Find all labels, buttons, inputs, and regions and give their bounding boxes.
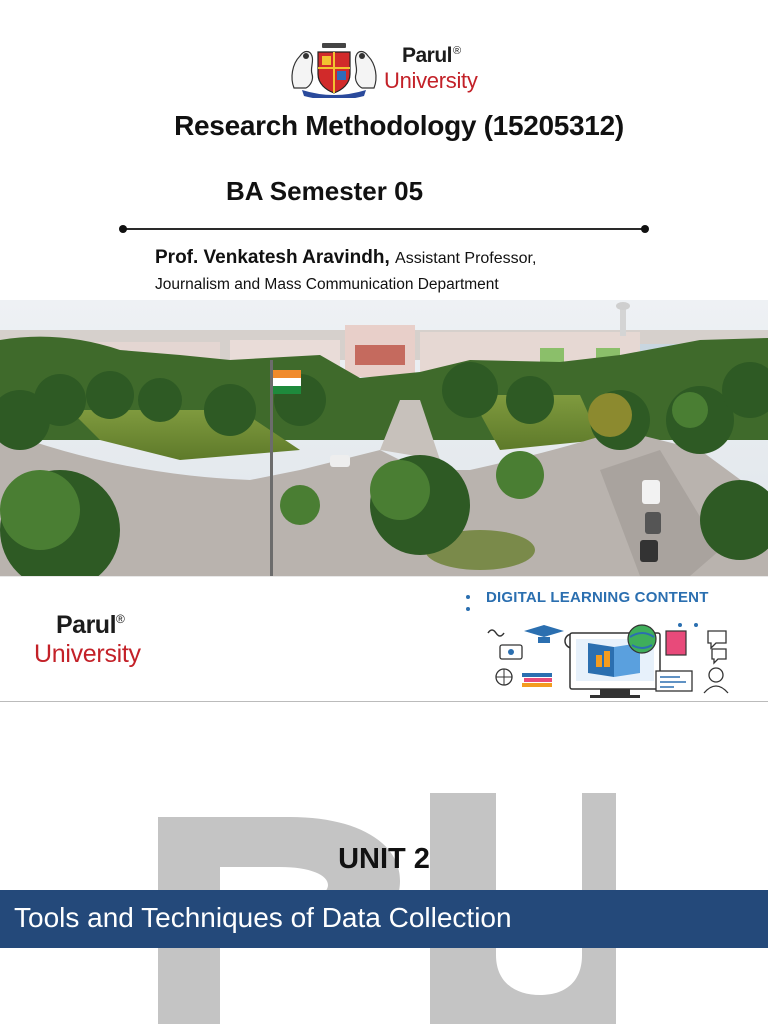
- divider-dot-right: [641, 225, 649, 233]
- logo-university-text: University: [384, 68, 478, 93]
- topic-band: [0, 890, 768, 948]
- parul-university-logo-small: [30, 607, 170, 677]
- digital-learning-title: DIGITAL LEARNING CONTENT: [486, 589, 709, 606]
- logo-university-text: University: [34, 640, 141, 668]
- topic-title: Tools and Techniques of Data Collection: [14, 902, 512, 933]
- professor-name: Prof. Venkatesh Aravindh,: [155, 247, 390, 268]
- professor-line: [155, 247, 536, 269]
- header-separator: [0, 701, 768, 702]
- professor-role: Assistant Professor,: [395, 250, 537, 267]
- parul-crest-icon: [284, 40, 384, 98]
- digital-learning-banner: [460, 581, 750, 701]
- department-line: Journalism and Mass Communication Department: [155, 276, 499, 293]
- divider-dot-left: [119, 225, 127, 233]
- parul-university-logo: [284, 40, 494, 100]
- campus-aerial-photo: [0, 300, 768, 576]
- unit-slide: [0, 576, 768, 1024]
- unit-label: UNIT 2: [338, 843, 430, 875]
- logo-brand-text: Parul®: [56, 611, 125, 639]
- semester-label: BA Semester 05: [226, 176, 424, 206]
- course-title: Research Methodology (15205312): [174, 110, 624, 141]
- logo-brand-text: Parul®: [402, 44, 461, 67]
- title-divider: [122, 228, 646, 230]
